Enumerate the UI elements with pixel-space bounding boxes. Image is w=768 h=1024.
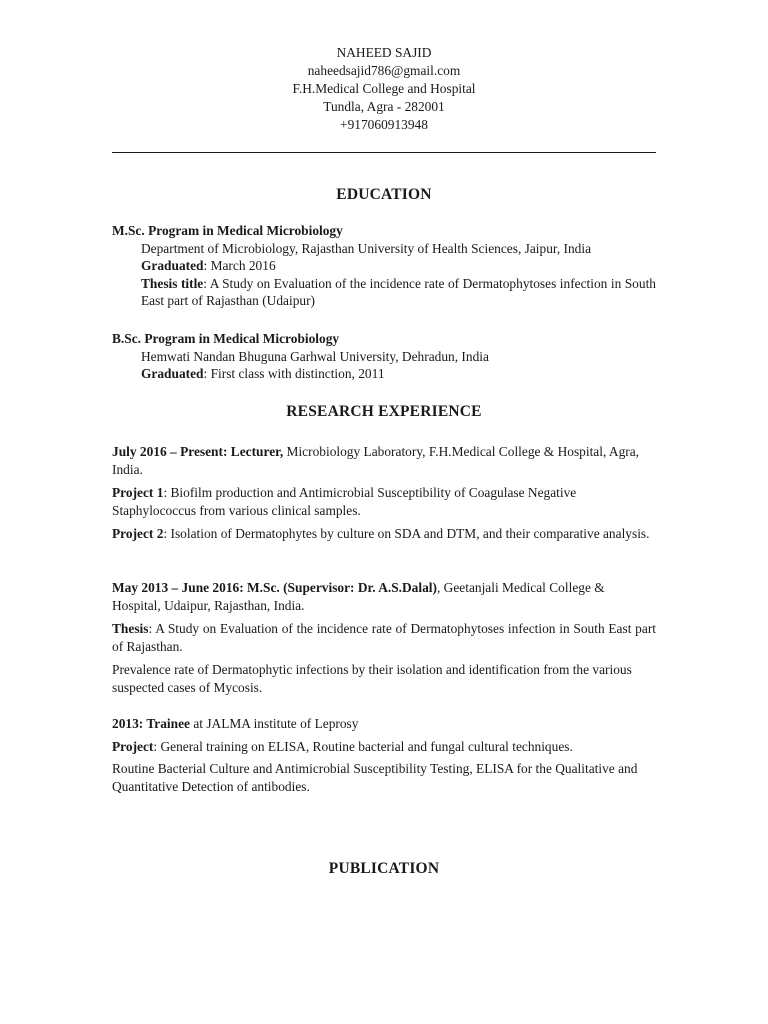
bsc-program: B.Sc. Program in Medical Microbiology: [112, 331, 340, 346]
lecturer-project-2: Project 2: Isolation of Dermatophytes by culture on SDA and DTM, and their comparative analysis.: [112, 526, 650, 541]
candidate-email: naheedsajid786@gmail.com: [307, 63, 461, 78]
candidate-institution: F.H.Medical College and Hospital: [292, 81, 476, 96]
msc-research-thesis: Thesis: A Study on Evaluation of the incidence rate of Dermatophytoses infection in South East part of Rajasthan.: [112, 621, 656, 654]
research-trainee-entry: [112, 715, 656, 795]
lecturer-project-1: Project 1: Biofilm production and Antimicrobial Susceptibility of Coagulase Negative Staphylococcus from various clinical samples.: [112, 485, 577, 518]
research-heading: RESEARCH EXPERIENCE: [286, 403, 482, 420]
msc-research-position: May 2013 – June 2016: M.Sc. (Supervisor: Dr. A.S.Dalal), Geetanjali Medical College & Hospital, Udaipur, Rajasthan, India.: [112, 580, 605, 613]
bsc-university: Hemwati Nandan Bhuguna Garhwal University, Dehradun, India: [141, 348, 489, 364]
header-divider: [112, 152, 656, 153]
education-heading: EDUCATION: [336, 186, 432, 203]
bsc-graduated: Graduated: First class with distinction, 2011: [141, 366, 385, 381]
trainee-routine: Routine Bacterial Culture and Antimicrobial Susceptibility Testing, ELISA for the Qualitative and Quantitative Detection of antibodies.: [112, 761, 638, 794]
publication-heading: PUBLICATION: [328, 860, 440, 877]
research-lecturer-entry: [112, 443, 656, 543]
research-msc-entry: [112, 579, 656, 696]
msc-graduated: Graduated: March 2016: [141, 258, 276, 273]
msc-program: M.Sc. Program in Medical Microbiology: [112, 223, 343, 238]
trainee-project: Project: General training on ELISA, Routine bacterial and fungal cultural techniques.: [112, 738, 573, 754]
msc-research-prevalence: Prevalence rate of Dermatophytic infections by their isolation and identification from the various suspected cases of Mycosis.: [112, 662, 632, 695]
trainee-position: 2013: Trainee at JALMA institute of Leprosy: [112, 716, 359, 731]
education-msc-entry: [112, 222, 656, 310]
candidate-address: Tundla, Agra - 282001: [323, 99, 445, 114]
lecturer-position: July 2016 – Present: Lecturer, Microbiology Laboratory, F.H.Medical College & Hospital, Agra, India.: [112, 444, 640, 477]
resume-page: [112, 0, 656, 1024]
candidate-phone: +917060913948: [340, 117, 428, 132]
education-bsc-entry: [112, 330, 656, 383]
contact-header: [112, 44, 656, 134]
msc-thesis-title: Thesis title: A Study on Evaluation of the incidence rate of Dermatophytoses infection in South East part of Rajasthan (Udaipur): [141, 275, 656, 308]
msc-department: Department of Microbiology, Rajasthan University of Health Sciences, Jaipur, India: [141, 240, 592, 256]
candidate-name: NAHEED SAJID: [336, 45, 432, 60]
